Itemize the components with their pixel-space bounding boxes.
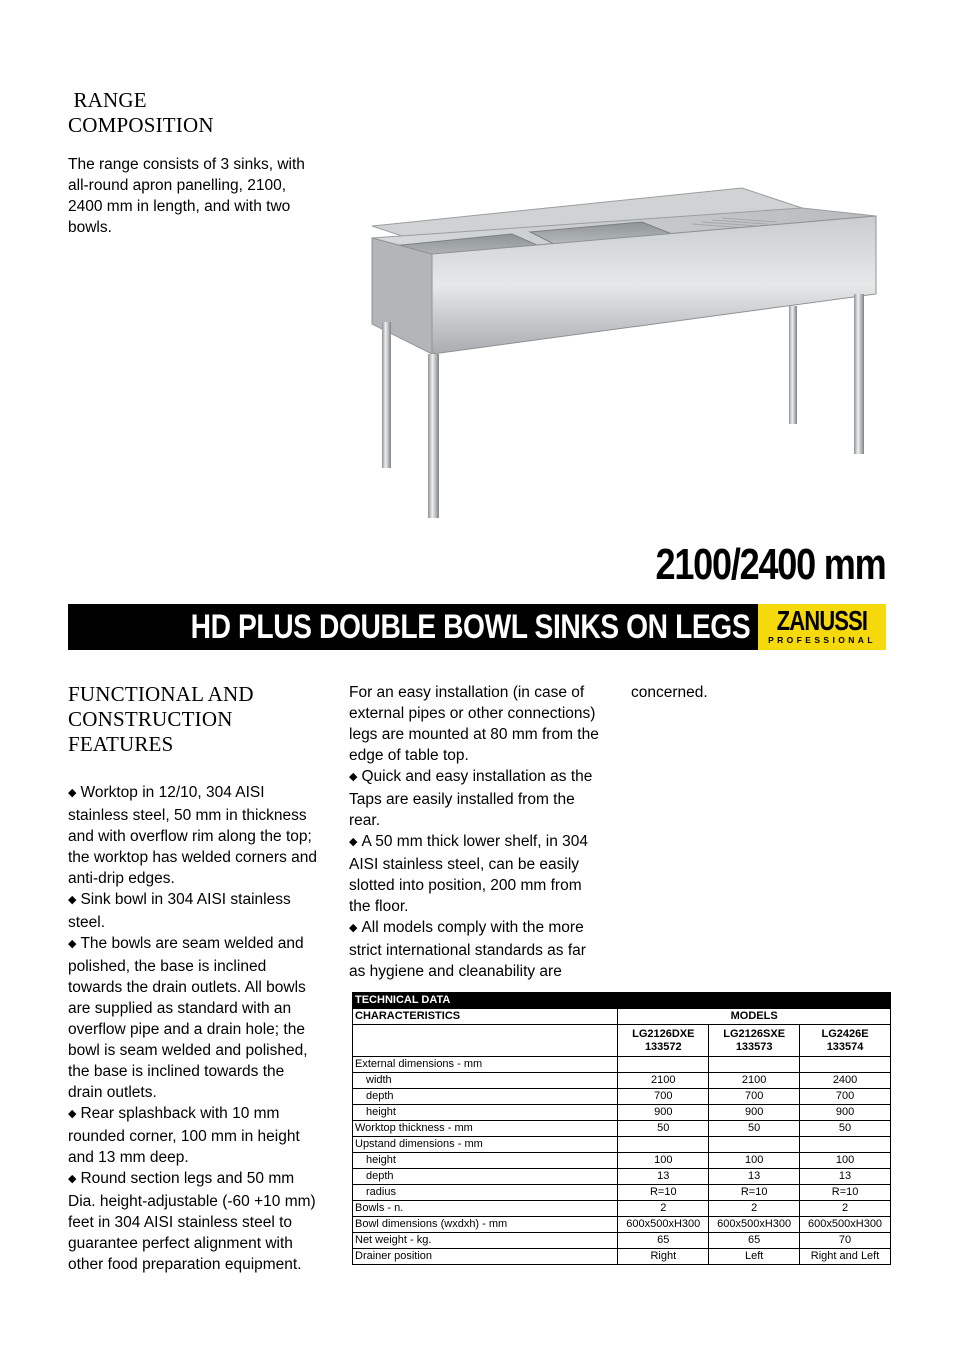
model-number: 133574 [826,1040,864,1053]
row-value [709,1057,800,1073]
feature-item [68,889,322,933]
table-header-row [353,1009,891,1025]
feature-text: The bowls are seam welded and polished, the base is inclined towards the drain outlets. All bowls are supplied as standard with an overflow pipe and a drain hole; the bowl is seam welded and polished, the base is inclined towards the drain outlets. [68,935,308,1101]
table-models-row [353,1025,891,1057]
row-value: 13 [800,1169,891,1185]
model-cell [709,1025,800,1057]
features-heading [68,682,328,757]
feature-item [349,766,605,831]
model-code: LG2126DXE [632,1027,695,1040]
feature-item [68,782,322,889]
features-column-2 [349,682,605,982]
row-value: 2 [709,1201,800,1217]
models-header: MODELS [618,1009,891,1025]
row-value: 700 [618,1089,709,1105]
feature-text: All models comply with the more strict international standards as far as hygiene and cleanability are [349,919,586,980]
row-value: 600x500xH300 [709,1217,800,1233]
row-value: 900 [800,1105,891,1121]
row-label: width [353,1073,618,1089]
range-heading [68,88,328,138]
row-value: 900 [618,1105,709,1121]
row-value [709,1137,800,1153]
row-label: Drainer position [353,1249,618,1265]
bullet-icon: ◆ [349,771,358,783]
table-row [353,1249,891,1265]
row-label: Bowls - n. [353,1201,618,1217]
row-value [800,1057,891,1073]
row-value: 13 [709,1169,800,1185]
table-row [353,1089,891,1105]
row-value: 600x500xH300 [618,1217,709,1233]
row-label: height [353,1105,618,1121]
model-cell [618,1025,709,1057]
row-value: 2100 [709,1073,800,1089]
row-value: R=10 [800,1185,891,1201]
row-value: 2100 [618,1073,709,1089]
feature-item [349,917,605,982]
feature-text: Round section legs and 50 mm Dia. height-adjustable (-60 +10 mm) feet in 304 AISI stainless steel to guarantee perfect alignment with other food preparation equipment. [68,1170,316,1273]
row-value: 700 [709,1089,800,1105]
row-value: 600x500xH300 [800,1217,891,1233]
row-label: height [353,1153,618,1169]
row-value: 2 [800,1201,891,1217]
feature-text: A 50 mm thick lower shelf, in 304 AISI stainless steel, can be easily slotted into position, 200 mm from the floor. [349,833,589,915]
feature-text: Sink bowl in 304 AISI stainless steel. [68,891,291,931]
brand-logo [758,604,886,650]
table-title-row [353,993,891,1009]
product-banner [68,604,886,650]
row-label: External dimensions - mm [353,1057,618,1073]
feature-item [68,1168,322,1275]
row-label: Upstand dimensions - mm [353,1137,618,1153]
features-column-1 [68,782,322,1275]
row-value: 100 [618,1153,709,1169]
bullet-icon: ◆ [68,787,77,799]
banner-title: HD PLUS DOUBLE BOWL SINKS ON LEGS [190,608,750,646]
size-title: 2100/2400 mm [655,540,885,589]
row-value: 2 [618,1201,709,1217]
row-value: 700 [800,1089,891,1105]
bullet-icon: ◆ [68,1108,77,1120]
row-value: Right and Left [800,1249,891,1265]
table-row [353,1121,891,1137]
bullet-icon: ◆ [349,922,358,934]
row-value [618,1057,709,1073]
row-value: 900 [709,1105,800,1121]
table-row [353,1169,891,1185]
model-number: 133572 [644,1040,682,1053]
bullet-icon: ◆ [68,1173,77,1185]
table-row [353,1217,891,1233]
row-value: 70 [800,1233,891,1249]
feature-item [68,933,322,1103]
row-value [618,1137,709,1153]
sink-product-image [362,186,886,522]
row-value: 100 [800,1153,891,1169]
row-label: depth [353,1169,618,1185]
brand-name: ZANUSSI [776,605,868,636]
row-value: R=10 [709,1185,800,1201]
row-value: 65 [618,1233,709,1249]
feature-text: Quick and easy installation as the Taps are easily installed from the rear. [349,768,593,829]
range-heading-line2: COMPOSITION [68,113,214,137]
row-value: Right [618,1249,709,1265]
feature-intro: For an easy installation (in case of external pipes or other connections) legs are mounted at 80 mm from the edge of table top. [349,684,599,764]
table-row [353,1185,891,1201]
model-number: 133573 [735,1040,773,1053]
table-row [353,1137,891,1153]
row-label: Net weight - kg. [353,1233,618,1249]
feature-item [349,831,605,917]
row-value: 2400 [800,1073,891,1089]
characteristics-header: CHARACTERISTICS [353,1009,618,1025]
table-row [353,1105,891,1121]
feature-text: Rear splashback with 10 mm rounded corner, 100 mm in height and 13 mm deep. [68,1105,300,1166]
row-label: radius [353,1185,618,1201]
bullet-icon: ◆ [349,836,358,848]
table-row [353,1057,891,1073]
brand-subtitle: PROFESSIONAL [768,635,876,645]
table-row [353,1073,891,1089]
table-row [353,1153,891,1169]
row-value: 100 [709,1153,800,1169]
row-value: 50 [800,1121,891,1137]
table-title: TECHNICAL DATA [353,993,891,1009]
row-value: 50 [618,1121,709,1137]
row-value: R=10 [618,1185,709,1201]
row-value: Left [709,1249,800,1265]
bullet-icon: ◆ [68,894,77,906]
row-label: depth [353,1089,618,1105]
empty-cell [353,1025,618,1057]
table-row [353,1201,891,1217]
model-code: LG2426E [821,1027,869,1040]
features-heading-line2: CONSTRUCTION [68,707,233,731]
row-label: Worktop thickness - mm [353,1121,618,1137]
range-description: The range consists of 3 sinks, with all-round apron panelling, 2100, 2400 mm in length, and with two bowls. [68,156,305,236]
model-cell [800,1025,891,1057]
row-value [800,1137,891,1153]
feature-item [68,1103,322,1168]
features-heading-line1: FUNCTIONAL AND [68,682,254,706]
model-code: LG2126SXE [723,1027,786,1040]
row-label: Bowl dimensions (wxdxh) - mm [353,1217,618,1233]
row-value: 65 [709,1233,800,1249]
feature-text: Worktop in 12/10, 304 AISI stainless steel, 50 mm in thickness and with overflow rim along the top; the worktop has welded corners and anti-drip edges. [68,784,318,887]
bullet-icon: ◆ [68,938,77,950]
features-heading-line3: FEATURES [68,732,174,756]
row-value: 50 [709,1121,800,1137]
range-heading-line1: RANGE [68,88,147,112]
technical-data-table [352,992,891,1265]
features-column-3: concerned. [631,684,708,701]
row-value: 13 [618,1169,709,1185]
table-row [353,1233,891,1249]
